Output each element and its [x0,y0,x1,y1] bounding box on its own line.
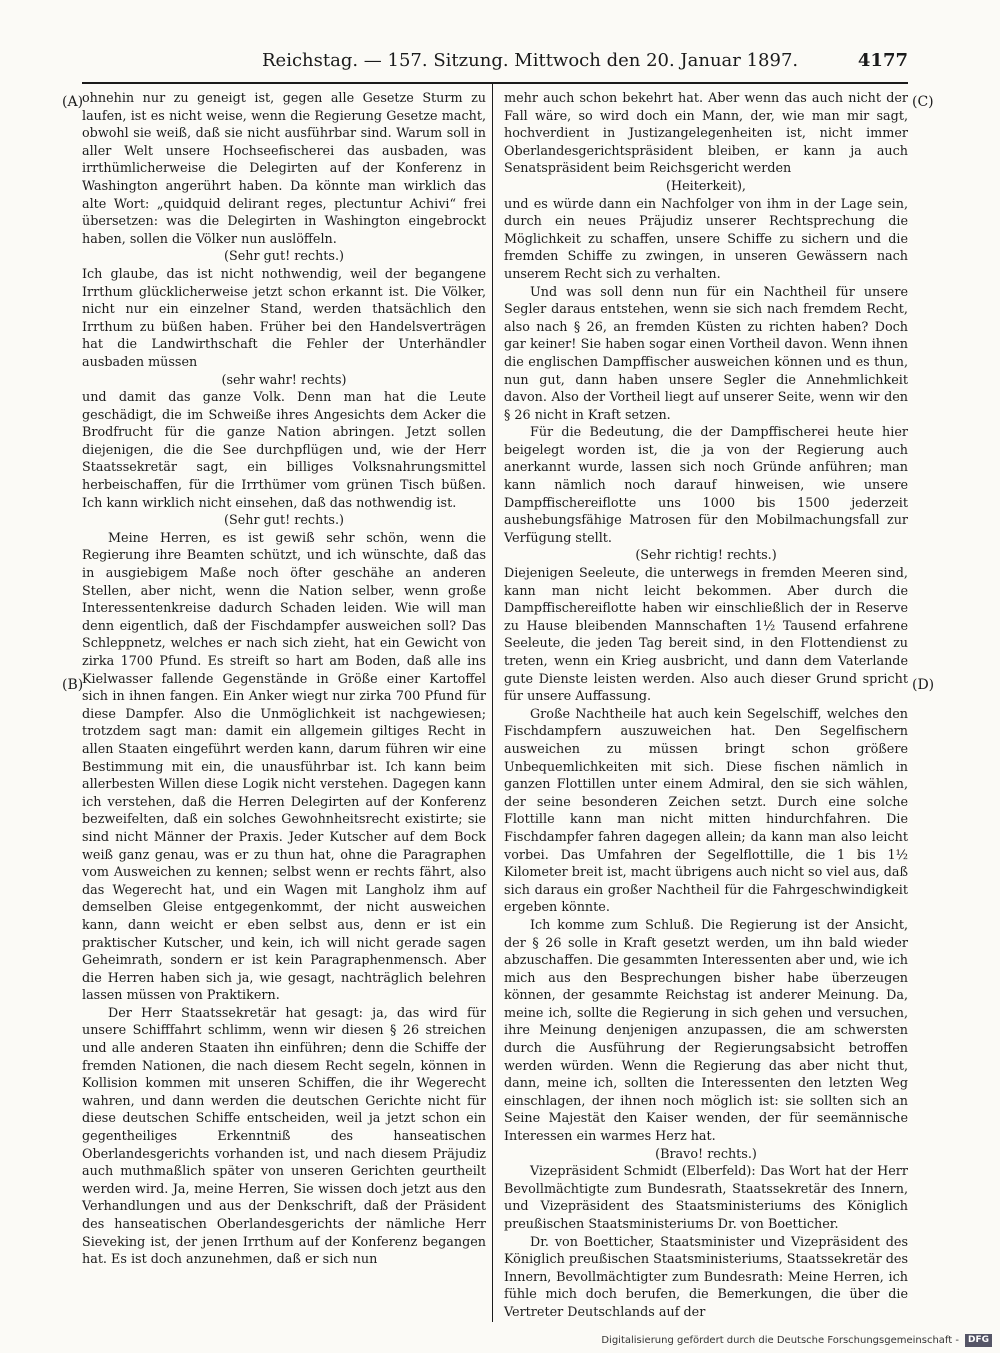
running-title: Reichstag. — 157. Sitzung. Mittwoch den 20. Januar 1897. [262,50,799,71]
footer [572,1333,992,1349]
paragraph: Große Nachtheile hat auch kein Segelschiff, welches den Fischdampfern auszuweichen hat. Den Segelfischern ausweichen zu müssen bringt schon größere Unbequemlichkeiten mit sich. Diese fischen nämlich in ganzen Flottillen unter einem Admiral, den sie sich wählen, der seine besonderen Zeichen setzt. Durch eine solche Flottille kann man nicht mitten hindurchfahren. Die Fischdampfer fahren dagegen allein; da kann man also leicht vorbei. Das Umfahren der Segelflottille, die 1 bis 1½ Kilometer breit ist, macht übrigens auch nicht so viel aus, daß sich daraus ein großer Nachtheil für die Fahrgeschwindigkeit ergeben könnte. [504,706,909,916]
interjection: (Sehr richtig! rechts.) [635,548,777,564]
paragraph: Ich glaube, das ist nicht nothwendig, weil der begangene Irrthum glücklicherweise jetzt schon erkannt ist. Die Völker, nicht nur ein einzelner Stand, werden thatsächlich den Irrthum zu büßen haben. Früher bei den Handelsverträgen hat die Landwirthschaft die Fehler der Unterhändler ausbaden müssen [82,266,486,370]
left-column [82,90,486,1269]
page-header [82,48,908,74]
interjection: (Heiterkeit), [666,178,746,194]
column-divider [492,84,493,1322]
paragraph: Und was soll denn nun für ein Nachtheil für unsere Segler daraus entstehen, wenn sie sich nach fremdem Recht, also nach § 26, an fremden Küsten zu richten haben? Doch gar keiner! Sie haben sogar einen Vortheil davon. Wenn ihnen die englischen Dampffischer ausweichen können und es thun, nun gut, dann haben unsere Segler die Annehmlichkeit davon. Also der Vortheil liegt auf unserer Seite, wenn wir den § 26 nicht in Kraft setzen. [504,284,908,423]
paragraph: Meine Herren, es ist gewiß sehr schön, wenn die Regierung ihre Beamten schützt, und ich wünschte, daß das in ausgiebigem Maße noch öfter geschähe an anderen Stellen, aber nicht, wenn die Nation selber, wenn große Interessentenkreise dadurch Schaden leiden. Wie will man denn eigentlich, daß der Fischdampfer ausweichen soll? Das Schleppnetz, welches er nach sich zieht, hat ein Gewicht von zirka 1700 Pfund. Es streift so hart am Boden, daß alle ins Kielwasser fallende Gegenstände in Größe einer Kartoffel sich in ihnen fangen. Ein Anker wiegt nur zirka 700 Pfund für diese Dampfer. Also die Unmöglichkeit ist nachgewiesen; trotzdem sagt man: damit ein allgemein giltiges Recht in allen Staaten eingeführt werden kann, darum führen wir eine Bestimmung mit ein, die unausführbar ist. Ich kann beim allerbesten Willen diese Logik nicht verstehen. Dagegen kann ich verstehen, daß die Herren Delegirten auf der Konferenz bezweifelten, daß ein solches Gewohnheitsrecht existirte; sie sind nicht Männer der Praxis. Jeder Kutscher auf dem Bock weiß ganz genau, was er zu thun hat, ohne die Paragraphen vom Ausweichen zu kennen; selbst wenn er rechts fährt, also das Wegerecht hat, und ein Wagen mit Langholz ihm auf demselben Gleise entgegenkommt, der nicht ausweichen kann, dann weicht er eben selbst aus, denn er ist ein praktischer Kutscher, und kein, ich will nicht gerade sagen Geheimrath, sondern er ist kein Paragraphenmensch. Aber die Herren haben sich ja, wie gesagt, nachträglich belehren lassen müssen von Praktikern. [82,530,486,1004]
margin-marker-c: (C) [912,94,934,110]
right-column [504,90,908,1322]
interjection: (sehr wahr! rechts) [221,372,347,388]
footer-credit: Digitalisierung gefördert durch die Deutsche Forschungsgemeinschaft - [601,1335,959,1346]
paragraph: mehr auch schon bekehrt hat. Aber wenn das auch nicht der Fall wäre, so wird doch ein Mann, der, wie man mir sagt, hochverdient in Justizangelegenheiten ist, nicht immer Oberlandesgerichtspräsident bleiben, er kann ja auch Senatspräsident beim Reichsgericht werden [504,91,908,177]
interjection: (Bravo! rechts.) [655,1146,757,1162]
interjection: (Sehr gut! rechts.) [224,513,344,529]
paragraph: ohnehin nur zu geneigt ist, gegen alle Gesetze Sturm zu laufen, ist es nicht weise, wenn die Regierung Gesetze macht, obwohl sie weiß, daß sie nicht ausführbar sind. Warum soll in aller Welt unsere Hochseefischerei das ausbaden, was irrthümlicherweise die Delegirten auf der Konferenz in Washington angerührt haben. Da könnte man wirklich das alte Wort: „quidquid delirant reges, plectuntur Achivi“ frei übersetzen: was die Delegirten in Washington eingebrockt haben, sollen die Völker nun auslöffeln. [82,91,486,247]
paragraph: Dr. von Boetticher, Staatsminister und Vizepräsident des Königlich preußischen Staatsministeriums, Staatssekretär des Innern, Bevollmächtigter zum Bundesrath: Meine Herren, ich fühle mich doch berufen, die Bemerkungen, die über die Vertreter Deutschlands auf der [504,1234,909,1320]
paragraph: Vizepräsident Schmidt (Elberfeld): Das Wort hat der Herr Bevollmächtigte zum Bundesrath, Staatssekretär des Innern, und Vizepräsident des Staatsministeriums des Königlich preußischen Staatsministeriums Dr. von Boetticher. [504,1164,908,1232]
margin-marker-a: (A) [62,94,84,110]
margin-marker-b: (B) [62,677,84,693]
paragraph: und es würde dann ein Nachfolger von ihm in der Lage sein, durch ein neues Präjudiz unserer Rechtsprechung die Möglichkeit zu schaffen, unsere Schiffe zu sichern und die fremden Schiffe zu zwingen, in unseren Gewässern nach unserem Recht sich zu verhalten. [504,196,908,282]
interjection: (Sehr gut! rechts.) [224,249,344,265]
paragraph: und damit das ganze Volk. Denn man hat die Leute geschädigt, die im Schweiße ihres Angesichts dem Acker die Brodfrucht für die ganze Nation abringen. Jetzt sollen diejenigen, die die See durchpflügen und, wie der Herr Staatssekretär sagt, ein billiges Volksnahrungsmittel herbeischaffen, für die Irrthümer vom grünen Tisch büßen. Ich kann wirklich nicht einsehen, daß das nothwendig ist. [82,390,486,511]
margin-marker-d: (D) [912,677,935,693]
dfg-logo: DFG [965,1334,992,1347]
page-number: 4177 [857,50,908,71]
paragraph: Der Herr Staatssekretär hat gesagt: ja, das wird für unsere Schifffahrt schlimm, wenn wir diesen § 26 streichen und alle anderen Staaten ihn einführen; denn die Schiffe der fremden Nationen, die nach diesem Recht segeln, können in Kollision kommen mit unseren Schiffen, die ihr Wegerecht wahren, und dann werden die deutschen Gerichte nicht für diese deutschen Schiffe entscheiden, weil ja jetzt schon ein gegentheiliges Erkenntniß des hanseatischen Oberlandesgerichts vorhanden ist, und nach diesem Präjudiz auch muthmaßlich später von unseren Gerichten geurtheilt werden wird. Ja, meine Herren, Sie wissen doch jetzt aus den Verhandlungen und aus der Denkschrift, daß der Präsident des hanseatischen Oberlandesgerichts der nämliche Herr Sieveking ist, der jenen Irrthum auf der Konferenz begangen hat. Es ist doch anzunehmen, daß er sich nun [82,1005,486,1268]
paragraph: Diejenigen Seeleute, die unterwegs in fremden Meeren sind, kann man nicht leicht bekommen. Aber durch die Dampffischereiflotte haben wir einschließlich der in Reserve zu Hause bleibenden Mannschaften 1½ Tausend erfahrene Seeleute, die jeden Tag bereit sind, in den Flottendienst zu treten, wenn ein Krieg ausbricht, und dann dem Vaterlande gute Dienste leisten werden. Also auch dieser Grund spricht für unsere Auffassung. [504,566,908,705]
paragraph: Für die Bedeutung, die der Dampffischerei heute hier beigelegt worden ist, die ja von der Regierung auch anerkannt wurde, lassen sich noch Gründe anführen; man kann nämlich noch darauf hinweisen, wie unsere Dampffischereiflotte uns 1000 bis 1500 jederzeit aushebungsfähige Matrosen für den Mobilmachungsfall zur Verfügung stellt. [504,425,908,546]
header-rule [82,82,908,84]
paragraph: Ich komme zum Schluß. Die Regierung ist der Ansicht, der § 26 solle in Kraft gesetzt werden, um ihn bald wieder abzuschaffen. Die gesammten Interessenten aber und, wie ich mich aus den Besprechungen bisher habe überzeugen können, der gesammte Reichstag ist anderer Meinung. Da, meine ich, sollte die Regierung in sich gehen und versuchen, ihre Meinung denjenigen anzupassen, die am schwersten durch die Ausführung der Regierungsabsicht betroffen werden würden. Wenn die Regierung das aber nicht thut, dann, meine ich, sollten die Interessenten den letzten Weg einschlagen, der ihnen noch möglich ist: sie sollten sich an Seine Majestät den Kaiser wenden, der für seemännische Interessen ein warmes Herz hat. [504,917,908,1145]
